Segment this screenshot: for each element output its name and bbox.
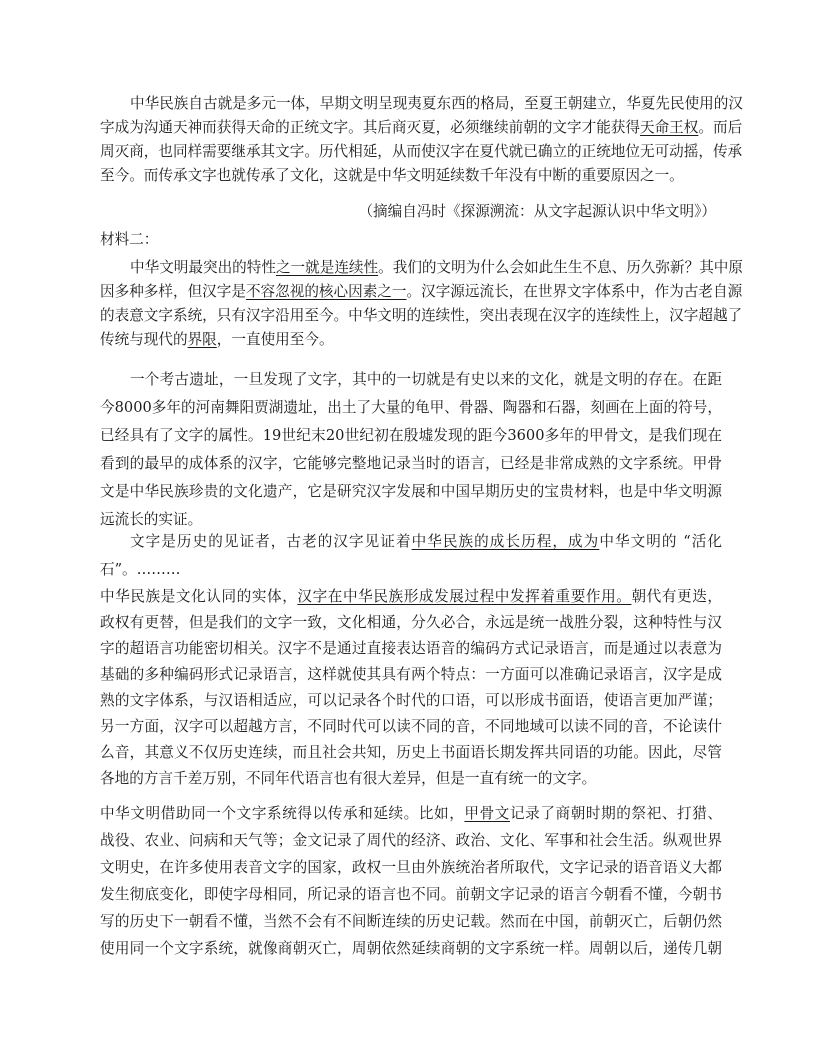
text-line: 发生彻底变化，即使字母相同，所记录的语言也不同。前朝文字记录的语言今朝看不懂，今朝书 (100, 886, 722, 903)
underlined-text: 界限 (187, 331, 217, 348)
text-run: 。而后 (698, 119, 743, 136)
text-line: 另一方面，汉字可以超越方言，不同时代可以读不同的音，不同地域可以读不同的音，不论读什 (100, 718, 722, 735)
text-line: 至今。而传承文字也就传承了文化，这就是中华文明延续数千年没有中断的重要原因之一。 (100, 167, 684, 184)
text-run: 。我们的文明为什么会如此生生不息、历久弥新？其中原 (378, 259, 743, 276)
text-line: 周灭商，也同样需要继承其文字。历代相延，从而使汉字在夏代就已确立的正统地位无可动摇，传承 (100, 143, 743, 160)
text-line: 今8000多年的河南舞阳贾湖遗址，出土了大量的龟甲、骨器、陶器和石器，刻画在上面的符号， (100, 399, 722, 416)
underlined-text: 甲骨文 (464, 805, 510, 822)
underlined-text: 之一就是连续性 (275, 259, 379, 276)
text-line: 使用同一个文字系统，就像商朝灭亡，周朝依然延续商朝的文字系统一样。周朝以后，递传几朝 (100, 940, 722, 957)
text-run: 字成为沟通天神而获得天命的正统文字。其后商灭夏，必须继续前朝的文字才能获得 (100, 119, 640, 136)
text-run: 中华文明的 “活化 (599, 533, 722, 550)
text-line (100, 328, 722, 352)
paragraph-5 (100, 584, 722, 792)
text-line: 远流长的实证。 (100, 511, 203, 528)
text-line: 文是中华民族珍贵的文化遗产，它是研究汉字发展和中国早期历史的宝贵材料，也是中华文明源 (100, 483, 722, 500)
paragraph-4 (100, 528, 722, 584)
underlined-text: 汉字在中华民族形成发展过程中发挥着重要作用。 (297, 588, 632, 605)
text-run: 传统与现代的 (100, 331, 188, 348)
section-heading (100, 228, 722, 252)
text-line: 中华民族自古就是多元一体，早期文明呈现夷夏东西的格局，至夏王朝建立，华夏先民使用的汉 (130, 95, 743, 112)
text-line (100, 584, 722, 610)
text-line (100, 528, 722, 556)
text-line: 一个考古遗址，一旦发现了文字，其中的一切就是有史以来的文化，就是文明的存在。在距 (130, 371, 722, 388)
text-line: 战役、农业、问病和天气等；金文记录了周代的经济、政治、文化、军事和社会生活。纵观世界 (100, 832, 722, 849)
text-line: 么音，其意义不仅历史连续，而且社会共知，历史上书面语长期发挥共同语的功能。因此，尽管 (100, 744, 722, 761)
text-line: 字的超语言功能密切相关。汉字不是通过直接表达语音的编码方式记录语言，而是通过以表意为 (100, 640, 722, 657)
text-line: 的表意文字系统，只有汉字沿用至今。中华文明的连续性，突出表现在汉字的连续性上，汉字超越了 (100, 307, 743, 324)
paragraph-2 (100, 256, 743, 352)
text-line: 写的历史下一朝看不懂，当然不会有不间断连续的历史记载。然而在中国，前朝灭亡，后朝仍然 (100, 913, 722, 930)
underlined-text: 不容忽视的核心因素之一 (245, 283, 407, 300)
text-run: 因多种多样，但汉字是 (100, 283, 246, 300)
text-run: ，一直使用至今。 (216, 331, 334, 348)
source-citation (100, 200, 716, 224)
text-run: 朝代有更迭， (631, 588, 722, 605)
text-line (100, 116, 743, 140)
citation-text: （摘编自冯时《探源溯流：从文字起源认识中华文明》） (358, 203, 716, 220)
text-line: 石”。……… (100, 561, 181, 578)
text-line: 已经具有了文字的属性。19世纪末20世纪初在殷墟发现的距今3600多年的甲骨文，是我们现在 (100, 427, 722, 444)
text-line: 看到的最早的成体系的汉字，它能够完整地记录当时的语言，已经是非常成熟的文字系统。甲骨 (100, 455, 722, 472)
text-line (100, 800, 722, 827)
paragraph-1 (100, 92, 743, 188)
text-line (100, 280, 743, 304)
text-line: 基础的多种编码形式记录语言，这样就使其具有两个特点：一方面可以准确记录语言，汉字是成 (100, 666, 722, 683)
underlined-text: 天命王权 (639, 119, 699, 136)
text-run: 中华文明最突出的特性 (130, 259, 276, 276)
text-line: 政权有更替，但是我们的文字一致，文化相通，分久必合，永远是统一战胜分裂，这种特性与汉 (100, 614, 722, 631)
text-run: 中华文明借助同一个文字系统得以传承和延续。比如， (100, 805, 465, 822)
text-line (100, 256, 743, 280)
text-line: 熟的文字体系，与汉语相适应，可以记录各个时代的口语，可以形成书面语，使语言更加严谨； (100, 692, 722, 709)
text-run: 。汉字源远流长，在世界文字体系中，作为古老自源 (406, 283, 743, 300)
text-run: 中华民族是文化认同的实体， (100, 588, 298, 605)
heading-text: 材料二： (100, 231, 159, 248)
text-line: 各地的方言千差万别，不同年代语言也有很大差异，但是一直有统一的文字。 (100, 770, 597, 787)
text-run: 记录了商朝时期的祭祀、打猎、 (509, 805, 722, 822)
text-line: 文明史，在许多使用表音文字的国家，政权一旦由外族统治者所取代，文字记录的语音语义大都 (100, 859, 722, 876)
underlined-text: 中华民族的成长历程，成为 (411, 533, 600, 550)
paragraph-6 (100, 800, 722, 962)
paragraph-3 (100, 366, 722, 534)
text-run: 文字是历史的见证者，古老的汉字见证着 (130, 533, 412, 550)
